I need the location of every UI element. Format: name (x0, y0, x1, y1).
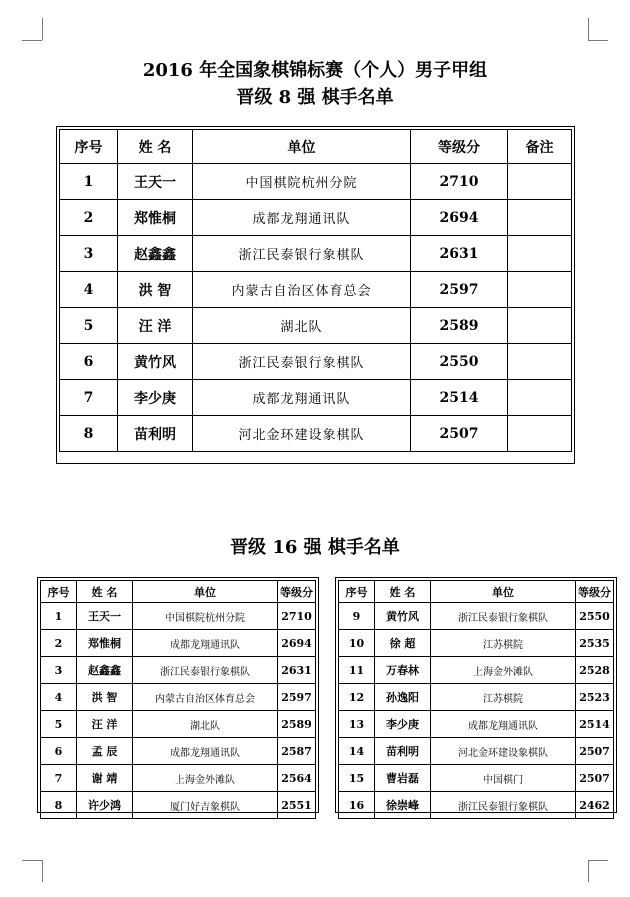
row-no: 1 (60, 164, 118, 200)
header-no: 序号 (41, 581, 77, 603)
row-unit: 浙江民泰银行象棋队 (193, 344, 411, 380)
row-no: 8 (41, 792, 77, 819)
table-row (339, 738, 614, 765)
row-unit: 江苏棋院 (431, 684, 576, 711)
row-remark (508, 272, 572, 308)
row-unit: 成都龙翔通讯队 (431, 711, 576, 738)
row-rating: 2523 (576, 684, 614, 711)
row-unit: 成都龙翔通讯队 (133, 630, 278, 657)
row-name: 洪 智 (118, 272, 193, 308)
table-row (41, 792, 316, 819)
row-rating: 2631 (278, 657, 316, 684)
row-name: 赵鑫鑫 (77, 657, 133, 684)
row-rating: 2710 (411, 164, 508, 200)
row-no: 15 (339, 765, 375, 792)
crop-mark-bottom-right-h (588, 860, 608, 861)
row-unit: 河北金环建设象棋队 (431, 738, 576, 765)
row-name: 黄竹风 (375, 603, 431, 630)
row-unit: 上海金外滩队 (133, 765, 278, 792)
table-row (41, 684, 316, 711)
row-name: 汪 洋 (77, 711, 133, 738)
row-unit: 浙江民泰银行象棋队 (133, 657, 278, 684)
document-title: 2016 年全国象棋锦标赛（个人）男子甲组 (142, 60, 488, 81)
table-row (60, 308, 572, 344)
row-name: 王天一 (77, 603, 133, 630)
row-unit: 中国棋门 (431, 765, 576, 792)
header-remark: 备注 (508, 130, 572, 164)
table-header-row (41, 581, 316, 603)
table-row (60, 272, 572, 308)
row-rating: 2597 (278, 684, 316, 711)
row-unit: 浙江民泰银行象棋队 (431, 792, 576, 819)
row-rating: 2551 (278, 792, 316, 819)
header-name: 姓 名 (375, 581, 431, 603)
row-name: 王天一 (118, 164, 193, 200)
row-unit: 湖北队 (133, 711, 278, 738)
row-unit: 成都龙翔通讯队 (193, 380, 411, 416)
row-no: 4 (60, 272, 118, 308)
header-rating: 等级分 (411, 130, 508, 164)
row-remark (508, 236, 572, 272)
row-no: 2 (41, 630, 77, 657)
header-unit: 单位 (431, 581, 576, 603)
row-remark (508, 200, 572, 236)
top16-right-table (338, 580, 614, 819)
row-name: 赵鑫鑫 (118, 236, 193, 272)
table-row (339, 711, 614, 738)
row-rating: 2631 (411, 236, 508, 272)
row-no: 4 (41, 684, 77, 711)
row-rating: 2462 (576, 792, 614, 819)
table-row (41, 630, 316, 657)
row-no: 6 (60, 344, 118, 380)
row-unit: 厦门好吉象棋队 (133, 792, 278, 819)
row-no: 13 (339, 711, 375, 738)
row-rating: 2589 (278, 711, 316, 738)
header-no: 序号 (60, 130, 118, 164)
row-unit: 内蒙古自治区体育总会 (133, 684, 278, 711)
table-row (41, 738, 316, 765)
table-row (339, 657, 614, 684)
row-unit: 成都龙翔通讯队 (133, 738, 278, 765)
row-no: 5 (60, 308, 118, 344)
row-remark (508, 308, 572, 344)
table-row (60, 164, 572, 200)
crop-mark-bottom-left-v (42, 860, 43, 882)
row-rating: 2589 (411, 308, 508, 344)
table-header-row (60, 130, 572, 164)
table-row (41, 711, 316, 738)
table-row (60, 200, 572, 236)
top16-left-table-frame (37, 577, 319, 813)
header-rating: 等级分 (576, 581, 614, 603)
row-rating: 2528 (576, 657, 614, 684)
row-rating: 2507 (576, 738, 614, 765)
row-name: 曹岩磊 (375, 765, 431, 792)
row-no: 6 (41, 738, 77, 765)
row-name: 郑惟桐 (77, 630, 133, 657)
table-row (41, 603, 316, 630)
row-name: 汪 洋 (118, 308, 193, 344)
table-row (339, 603, 614, 630)
row-remark (508, 164, 572, 200)
row-unit: 中国棋院杭州分院 (133, 603, 278, 630)
table-row (339, 792, 614, 819)
row-rating: 2514 (411, 380, 508, 416)
row-unit: 河北金环建设象棋队 (193, 416, 411, 452)
row-rating: 2507 (576, 765, 614, 792)
row-no: 10 (339, 630, 375, 657)
row-name: 谢 靖 (77, 765, 133, 792)
header-name: 姓 名 (118, 130, 193, 164)
row-rating: 2535 (576, 630, 614, 657)
row-unit: 浙江民泰银行象棋队 (431, 603, 576, 630)
row-remark (508, 380, 572, 416)
crop-mark-top-right-v (588, 18, 589, 40)
header-unit: 单位 (133, 581, 278, 603)
row-name: 万春林 (375, 657, 431, 684)
row-name: 郑惟桐 (118, 200, 193, 236)
table-row (41, 657, 316, 684)
row-no: 3 (60, 236, 118, 272)
row-name: 苗利明 (375, 738, 431, 765)
top8-title: 晋级 8 强 棋手名单 (236, 87, 394, 108)
row-rating: 2550 (576, 603, 614, 630)
row-unit: 成都龙翔通讯队 (193, 200, 411, 236)
crop-mark-top-left-v (42, 18, 43, 40)
table-header-row (339, 581, 614, 603)
table-row (60, 344, 572, 380)
header-rating: 等级分 (278, 581, 316, 603)
row-name: 苗利明 (118, 416, 193, 452)
header-unit: 单位 (193, 130, 411, 164)
table-row (339, 630, 614, 657)
table-row (339, 684, 614, 711)
row-unit: 江苏棋院 (431, 630, 576, 657)
top16-right-table-frame (335, 577, 617, 813)
row-rating: 2507 (411, 416, 508, 452)
row-no: 1 (41, 603, 77, 630)
row-rating: 2587 (278, 738, 316, 765)
row-unit: 中国棋院杭州分院 (193, 164, 411, 200)
header-no: 序号 (339, 581, 375, 603)
row-name: 李少庚 (375, 711, 431, 738)
crop-mark-bottom-right-v (588, 860, 589, 882)
row-rating: 2550 (411, 344, 508, 380)
row-rating: 2564 (278, 765, 316, 792)
top8-table (59, 129, 572, 452)
row-name: 洪 智 (77, 684, 133, 711)
row-no: 14 (339, 738, 375, 765)
table-row (60, 380, 572, 416)
row-name: 徐 超 (375, 630, 431, 657)
row-no: 9 (339, 603, 375, 630)
top16-title: 晋级 16 强 棋手名单 (230, 537, 400, 558)
row-name: 孟 辰 (77, 738, 133, 765)
row-unit: 上海金外滩队 (431, 657, 576, 684)
row-no: 11 (339, 657, 375, 684)
row-no: 16 (339, 792, 375, 819)
row-name: 许少鸿 (77, 792, 133, 819)
table-row (339, 765, 614, 792)
row-unit: 内蒙古自治区体育总会 (193, 272, 411, 308)
row-no: 12 (339, 684, 375, 711)
top16-left-table (40, 580, 316, 819)
row-no: 5 (41, 711, 77, 738)
table-row (41, 765, 316, 792)
row-name: 徐崇峰 (375, 792, 431, 819)
row-no: 7 (60, 380, 118, 416)
row-rating: 2597 (411, 272, 508, 308)
row-no: 7 (41, 765, 77, 792)
row-unit: 湖北队 (193, 308, 411, 344)
row-no: 8 (60, 416, 118, 452)
row-unit: 浙江民泰银行象棋队 (193, 236, 411, 272)
row-name: 黄竹风 (118, 344, 193, 380)
crop-mark-top-right-h (588, 40, 608, 41)
row-remark (508, 416, 572, 452)
row-rating: 2694 (411, 200, 508, 236)
crop-mark-bottom-left-h (22, 860, 42, 861)
table-row (60, 236, 572, 272)
crop-mark-top-left-h (22, 40, 42, 41)
row-name: 孙逸阳 (375, 684, 431, 711)
row-remark (508, 344, 572, 380)
row-rating: 2514 (576, 711, 614, 738)
header-name: 姓 名 (77, 581, 133, 603)
top8-table-frame (56, 126, 575, 464)
row-rating: 2694 (278, 630, 316, 657)
row-no: 3 (41, 657, 77, 684)
row-name: 李少庚 (118, 380, 193, 416)
table-row (60, 416, 572, 452)
row-rating: 2710 (278, 603, 316, 630)
row-no: 2 (60, 200, 118, 236)
